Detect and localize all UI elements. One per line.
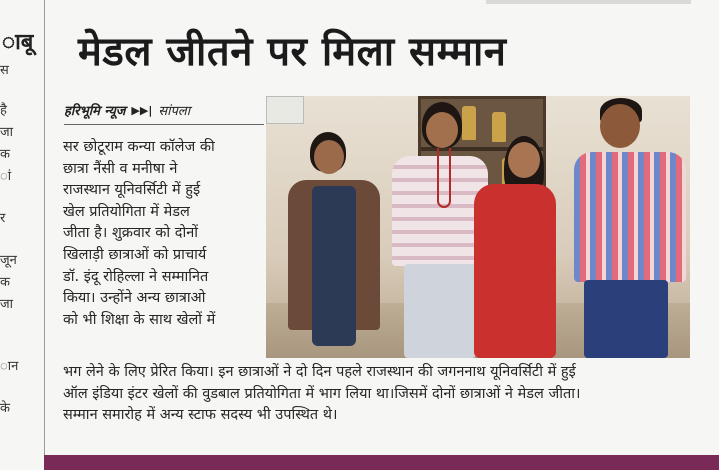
left-fragment: के xyxy=(0,401,10,416)
body-line: को भी शिक्षा के साथ खेलों में xyxy=(63,311,216,328)
left-fragment: क xyxy=(0,275,10,290)
byline-source: हरिभूमि न्यूज xyxy=(64,104,126,119)
body-line: भग लेने के लिए प्रेरित किया। इन छात्राओं ने दो दिन पहले राजस्थान की जगननाथ यूनिवर्सिटी में हुई xyxy=(63,364,576,380)
trophy-icon xyxy=(462,106,476,140)
left-fragment: ान xyxy=(0,359,19,374)
body-line: डॉ. इंदू रोहिल्ला ने सम्मानित xyxy=(63,268,209,285)
trophy-icon xyxy=(492,112,506,142)
byline-rule xyxy=(64,124,264,125)
left-fragment: ाबू xyxy=(2,30,34,55)
left-fragment: है xyxy=(0,103,7,118)
left-fragment: स xyxy=(0,63,9,78)
next-article-banner xyxy=(44,455,719,470)
headline: मेडल जीतने पर मिला सम्मान xyxy=(78,29,507,75)
news-photo xyxy=(266,96,690,358)
body-line: राजस्थान यूनिवर्सिटी में हुई xyxy=(63,182,201,199)
article-body-full-width xyxy=(63,362,703,427)
left-fragment: जा xyxy=(0,125,14,140)
left-fragment: क xyxy=(0,147,10,162)
byline-arrows-icon: ▶▶| xyxy=(131,103,153,117)
left-adjacent-column xyxy=(0,0,45,470)
byline-place: सांपला xyxy=(158,104,191,119)
body-line: खिलाड़ी छात्राओं को प्राचार्य xyxy=(63,246,207,263)
left-fragment: र xyxy=(0,211,6,226)
left-fragment: जा xyxy=(0,297,14,312)
body-line: किया। उन्होंने अन्य छात्राओ xyxy=(63,290,206,307)
byline xyxy=(64,99,264,121)
left-fragment: ां xyxy=(0,169,12,184)
article-body-column xyxy=(63,137,265,331)
body-line: सर छोटूराम कन्या कॉलेज की xyxy=(63,139,215,155)
top-edge-strip xyxy=(486,0,691,4)
body-line: जीता है। शुक्रवार को दोनों xyxy=(63,225,199,242)
left-fragment: जून xyxy=(0,253,17,268)
body-line: सम्मान समारोह में अन्य स्टाफ सदस्य भी उपस्थित थे। xyxy=(63,407,338,424)
body-line: ऑल इंडिया इंटर खेलों की वुडबाल प्रतियोगिता में भाग लिया था।जिसमें दोनों छात्राओं ने मेडल जीता। xyxy=(63,385,581,402)
photo-poster xyxy=(266,96,304,124)
body-line: छात्रा नैंसी व मनीषा ने xyxy=(63,160,178,177)
body-line: खेल प्रतियोगिता में मेडल xyxy=(63,203,190,220)
